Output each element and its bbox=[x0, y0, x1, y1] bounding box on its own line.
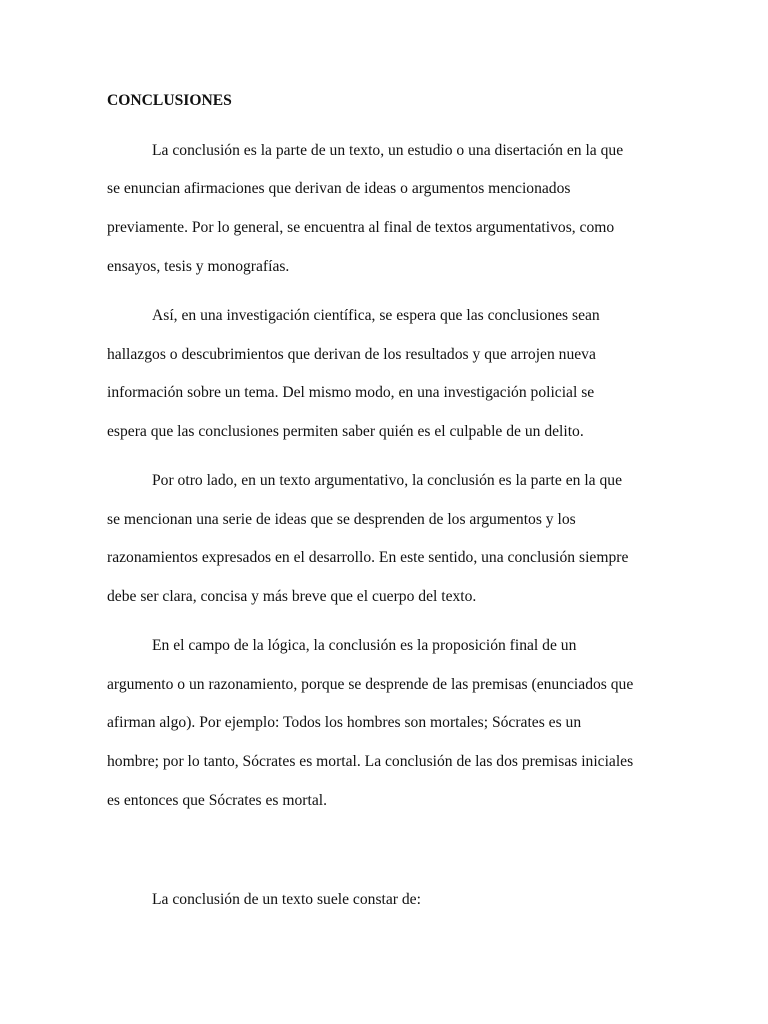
paragraph-line: razonamientos expresados en el desarrollo. En este sentido, una conclusión siempre bbox=[107, 549, 629, 566]
paragraph-line: se mencionan una serie de ideas que se desprenden de los argumentos y los bbox=[107, 511, 576, 528]
paragraph-line: Por otro lado, en un texto argumentativo, la conclusión es la parte en la que bbox=[152, 472, 622, 489]
paragraph-line: afirman algo). Por ejemplo: Todos los hombres son mortales; Sócrates es un bbox=[107, 714, 582, 731]
paragraph-line: espera que las conclusiones permiten saber quién es el culpable de un delito. bbox=[107, 423, 584, 440]
paragraph-line: previamente. Por lo general, se encuentra al final de textos argumentativos, como bbox=[107, 219, 615, 236]
paragraph-line: La conclusión de un texto suele constar de: bbox=[152, 891, 421, 908]
paragraph-line: argumento o un razonamiento, porque se desprende de las premisas (enunciados que bbox=[107, 676, 634, 693]
paragraph-line: hallazgos o descubrimientos que derivan de los resultados y que arrojen nueva bbox=[107, 346, 596, 363]
paragraph-line: En el campo de la lógica, la conclusión es la proposición final de un bbox=[152, 637, 577, 654]
paragraph-line: debe ser clara, concisa y más breve que el cuerpo del texto. bbox=[107, 588, 477, 605]
paragraph-line: se enuncian afirmaciones que derivan de ideas o argumentos mencionados bbox=[107, 180, 571, 197]
paragraph-line: ensayos, tesis y monografías. bbox=[107, 258, 290, 275]
page-title: CONCLUSIONES bbox=[107, 92, 232, 109]
paragraph-line: hombre; por lo tanto, Sócrates es mortal. La conclusión de las dos premisas iniciales bbox=[107, 753, 634, 770]
paragraph-line: La conclusión es la parte de un texto, un estudio o una disertación en la que bbox=[152, 142, 624, 159]
paragraph-line: Así, en una investigación científica, se espera que las conclusiones sean bbox=[152, 307, 600, 324]
paragraph-line: información sobre un tema. Del mismo modo, en una investigación policial se bbox=[107, 384, 595, 401]
paragraph-line: es entonces que Sócrates es mortal. bbox=[107, 792, 327, 809]
